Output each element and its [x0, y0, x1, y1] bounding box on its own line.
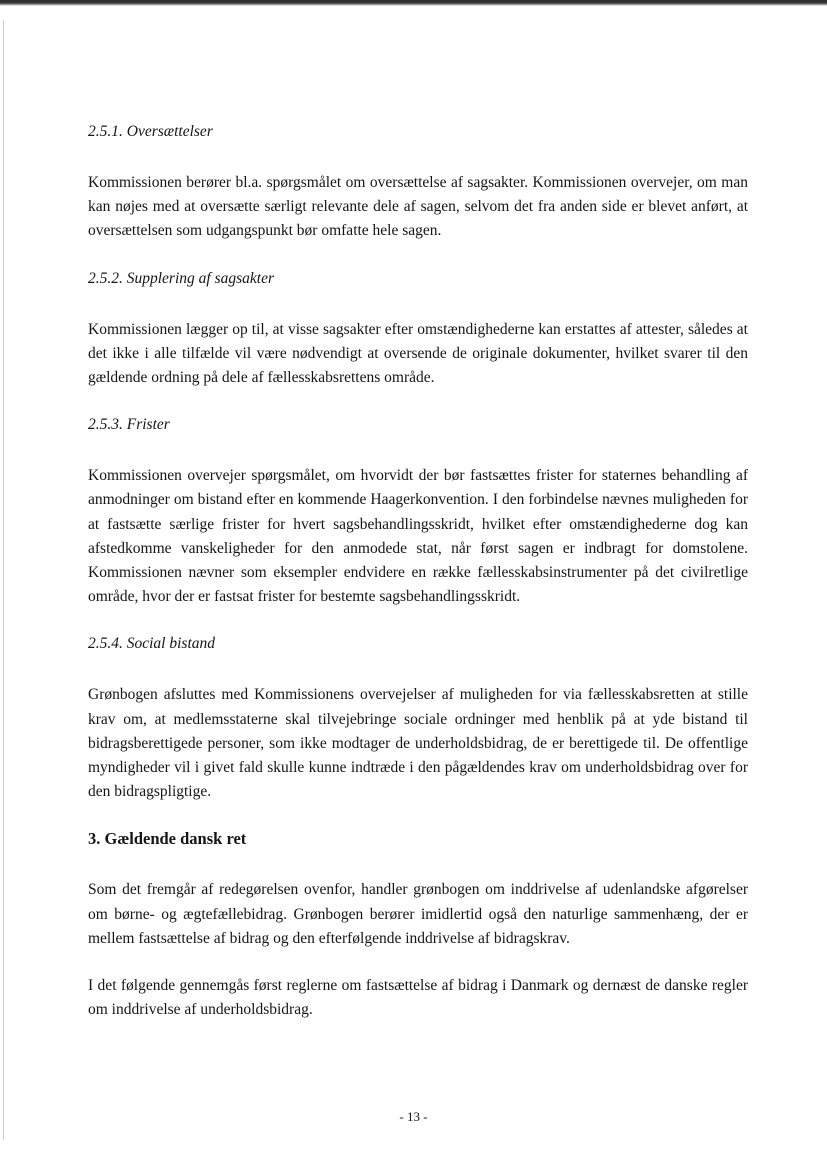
section-heading-3: 3. Gældende dansk ret [88, 829, 247, 849]
paragraph-2-5-1: Kommissionen berører bl.a. spørgsmålet om oversættelse af sagsakter. Kommissionen overvejer, om man kan nøjes med at oversætte særligt relevante dele af sagen, selvom det fra anden side er blevet anført, at oversættelsen som udgangspunkt bør omfatte hele sagen. [88, 174, 748, 240]
paragraph-3-a: Som det fremgår af redegørelsen ovenfor, handler grønbogen om inddrivelse af udenlandske afgørelser om børne- og ægtefællebidrag. Grønbogen berører imidlertid også den naturlige sammenhæng, der er mellem fastsættelse af bidrag og den efterfølgende inddrivelse af bidragskrav. [88, 881, 748, 947]
scan-edge-top [0, 0, 827, 6]
paragraph-2-5-2: Kommissionen lægger op til, at visse sagsakter efter omstændighederne kan erstattes af attester, således at det ikke i alle tilfælde vil være nødvendigt at oversende de originale dokumenter, hvilket svarer til den gældende ordning på dele af fællesskabsrettens område. [88, 320, 748, 387]
subheading-2-5-2: 2.5.2. Supplering af sagsakter [88, 269, 274, 287]
page-number: - 13 - [399, 1109, 428, 1124]
paragraph-2-5-4: Grønbogen afsluttes med Kommissionens overvejelser af muligheden for via fællesskabsretten at stille krav om, at medlemsstaterne skal tilvejebringe sociale ordninger med henblik på at yde bistand til bidragsberettigede personer, som ikke modtager de underholdsbidrag, de er berettigede til. De offentlige myndigheder vil i givet fald skulle kunne indtræde i den pågældendes krav om underholdsbidrag over for den bidragspligtige. [88, 686, 748, 801]
subheading-2-5-1: 2.5.1. Oversættelser [88, 123, 213, 140]
scan-edge-left [3, 20, 4, 1140]
paragraph-3-b: I det følgende gennemgås først reglerne om fastsættelse af bidrag i Danmark og dernæst de danske regler om inddrivelse af underholdsbidrag. [88, 977, 748, 1019]
paragraph-2-5-3: Kommissionen overvejer spørgsmålet, om hvorvidt der bør fastsættes frister for staternes behandling af anmodninger om bistand efter en kommende Haagerkonvention. I den forbindelse nævnes muligheden for at fastsætte særlige frister for hvert sagsbehandlingsskridt, hvilket efter omstændighederne dog kan afstedkomme vanskeligheder for den anmodede stat, når først sagen er indbragt for domstolene. Kommissionen nævner som eksempler endvidere en række fællesskabsinstrumenter på det civilretlige område, hvor der er fastsat frister for bestemte sagsbehandlingsskridt. [88, 467, 748, 606]
subheading-2-5-4: 2.5.4. Social bistand [88, 635, 216, 653]
subheading-2-5-3: 2.5.3. Frister [88, 416, 170, 434]
page-body [88, 120, 748, 1045]
